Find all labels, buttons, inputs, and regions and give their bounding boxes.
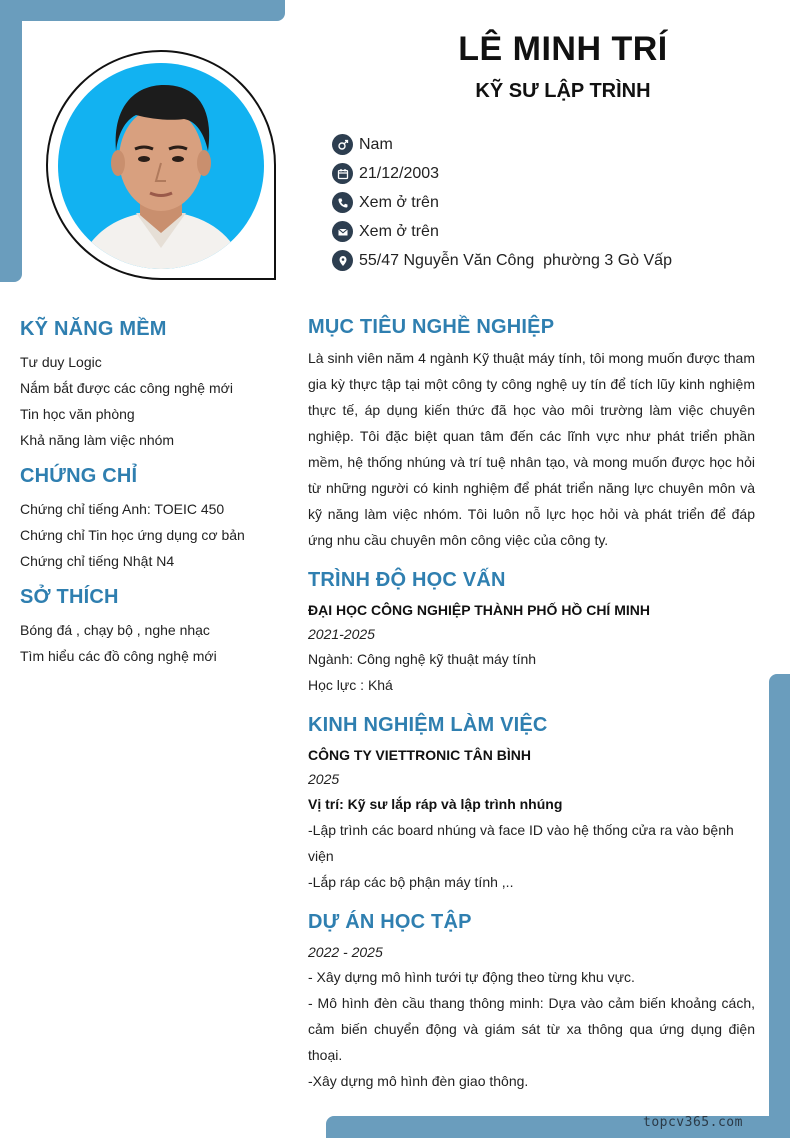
contact-text: Nam: [359, 135, 393, 153]
certificates-section: [20, 465, 290, 574]
experience-period: 2025: [308, 771, 340, 787]
contact-email: [332, 217, 672, 246]
avatar: [58, 63, 264, 269]
location-icon: [332, 250, 353, 271]
top-decor-bar: [0, 0, 285, 21]
list-item: Chứng chỉ tiếng Anh: TOEIC 450: [20, 501, 225, 517]
contact-info: [332, 130, 672, 275]
contact-text: 21/12/2003: [359, 164, 440, 182]
education-grade: Học lực : Khá: [308, 677, 393, 693]
list-item: Tư duy Logic: [20, 354, 102, 370]
watermark: topcv365.com: [643, 1115, 743, 1130]
experience-task: -Lập trình các board nhúng và face ID vào hệ thống cửa ra vào bệnh viện: [308, 822, 734, 864]
school-name: ĐẠI HỌC CÔNG NGHIỆP THÀNH PHỐ HỒ CHÍ MINH: [308, 602, 650, 618]
experience-role: Vị trí: Kỹ sư lắp ráp và lập trình nhúng: [308, 796, 563, 812]
section-title: SỞ THÍCH: [20, 586, 119, 608]
calendar-icon: [332, 163, 353, 184]
section-title: TRÌNH ĐỘ HỌC VẤN: [308, 569, 506, 591]
soft-skills-section: [20, 318, 290, 453]
projects-period: 2022 - 2025: [308, 944, 383, 960]
contact-address: [332, 246, 672, 275]
list-item: Khả năng làm việc nhóm: [20, 432, 175, 448]
company-name: CÔNG TY VIETTRONIC TÂN BÌNH: [308, 747, 531, 763]
phone-icon: [332, 192, 353, 213]
candidate-name: LÊ MINH TRÍ: [458, 30, 668, 68]
job-title: KỸ SƯ LẬP TRÌNH: [475, 80, 651, 102]
objective-section: [308, 316, 755, 553]
project-item: -Xây dựng mô hình đèn giao thông.: [308, 1073, 529, 1089]
avatar-frame: [46, 50, 276, 280]
list-item: Chứng chỉ Tin học ứng dụng cơ bản: [20, 527, 245, 543]
right-column: [308, 316, 755, 1110]
project-item: - Xây dựng mô hình tưới tự động theo từng khu vực.: [308, 969, 635, 985]
contact-text: 55/47 Nguyễn Văn Công phường 3 Gò Vấp: [359, 251, 672, 269]
projects-section: [308, 911, 755, 1094]
experience-task: -Lắp ráp các bộ phận máy tính ,..: [308, 874, 514, 890]
contact-phone: [332, 188, 672, 217]
gender-icon: [332, 134, 353, 155]
education-major: Ngành: Công nghệ kỹ thuật máy tính: [308, 651, 537, 667]
left-decor-bar: [0, 0, 22, 282]
education-section: [308, 569, 755, 698]
list-item: Bóng đá , chạy bộ , nghe nhạc: [20, 622, 210, 638]
mail-icon: [332, 221, 353, 242]
hobbies-section: [20, 586, 290, 669]
section-title: MỤC TIÊU NGHỀ NGHIỆP: [308, 316, 555, 338]
project-item: - Mô hình đèn cầu thang thông minh: Dựa vào cảm biến khoảng cách, cảm biến chuyển động và giám sát từ xa thông qua ứng dụng điện thoại.: [308, 995, 755, 1063]
list-item: Nắm bắt được các công nghệ mới: [20, 380, 233, 396]
section-title: KINH NGHIỆM LÀM VIỆC: [308, 714, 548, 736]
objective-text: Là sinh viên năm 4 ngành Kỹ thuật máy tính, tôi mong muốn được tham gia kỳ thực tập tại một công ty công nghệ uy tín để tích lũy kinh nghiệm thực tế, áp dụng kiến thức đã học vào môi trường làm việc chuyên nghiệp. Tôi đặc biệt quan tâm đến các lĩnh vực như phát triển phần mềm, hệ thống nhúng và trí tuệ nhân tạo, và mong muốn được học hỏi từ những người có kinh nghiệm để phát triển năng lực chuyên môn và kỹ năng làm việc nhóm. Tôi luôn nỗ lực học hỏi và phát triển để đáp ứng nhu cầu chuyên môn công việc của công ty.: [308, 350, 755, 548]
section-title: KỸ NĂNG MỀM: [20, 318, 167, 340]
experience-section: [308, 714, 755, 895]
education-period: 2021-2025: [308, 626, 375, 642]
list-item: Chứng chỉ tiếng Nhật N4: [20, 553, 175, 569]
right-decor-bar: [769, 674, 790, 1138]
section-title: DỰ ÁN HỌC TẬP: [308, 911, 472, 933]
left-column: [20, 318, 290, 681]
portrait-illustration: [58, 63, 264, 269]
contact-text: Xem ở trên: [359, 193, 439, 211]
contact-text: Xem ở trên: [359, 222, 439, 240]
contact-birthday: [332, 159, 672, 188]
section-title: CHỨNG CHỈ: [20, 465, 138, 487]
list-item: Tìm hiểu các đồ công nghệ mới: [20, 648, 217, 664]
contact-gender: [332, 130, 672, 159]
list-item: Tin học văn phòng: [20, 406, 135, 422]
